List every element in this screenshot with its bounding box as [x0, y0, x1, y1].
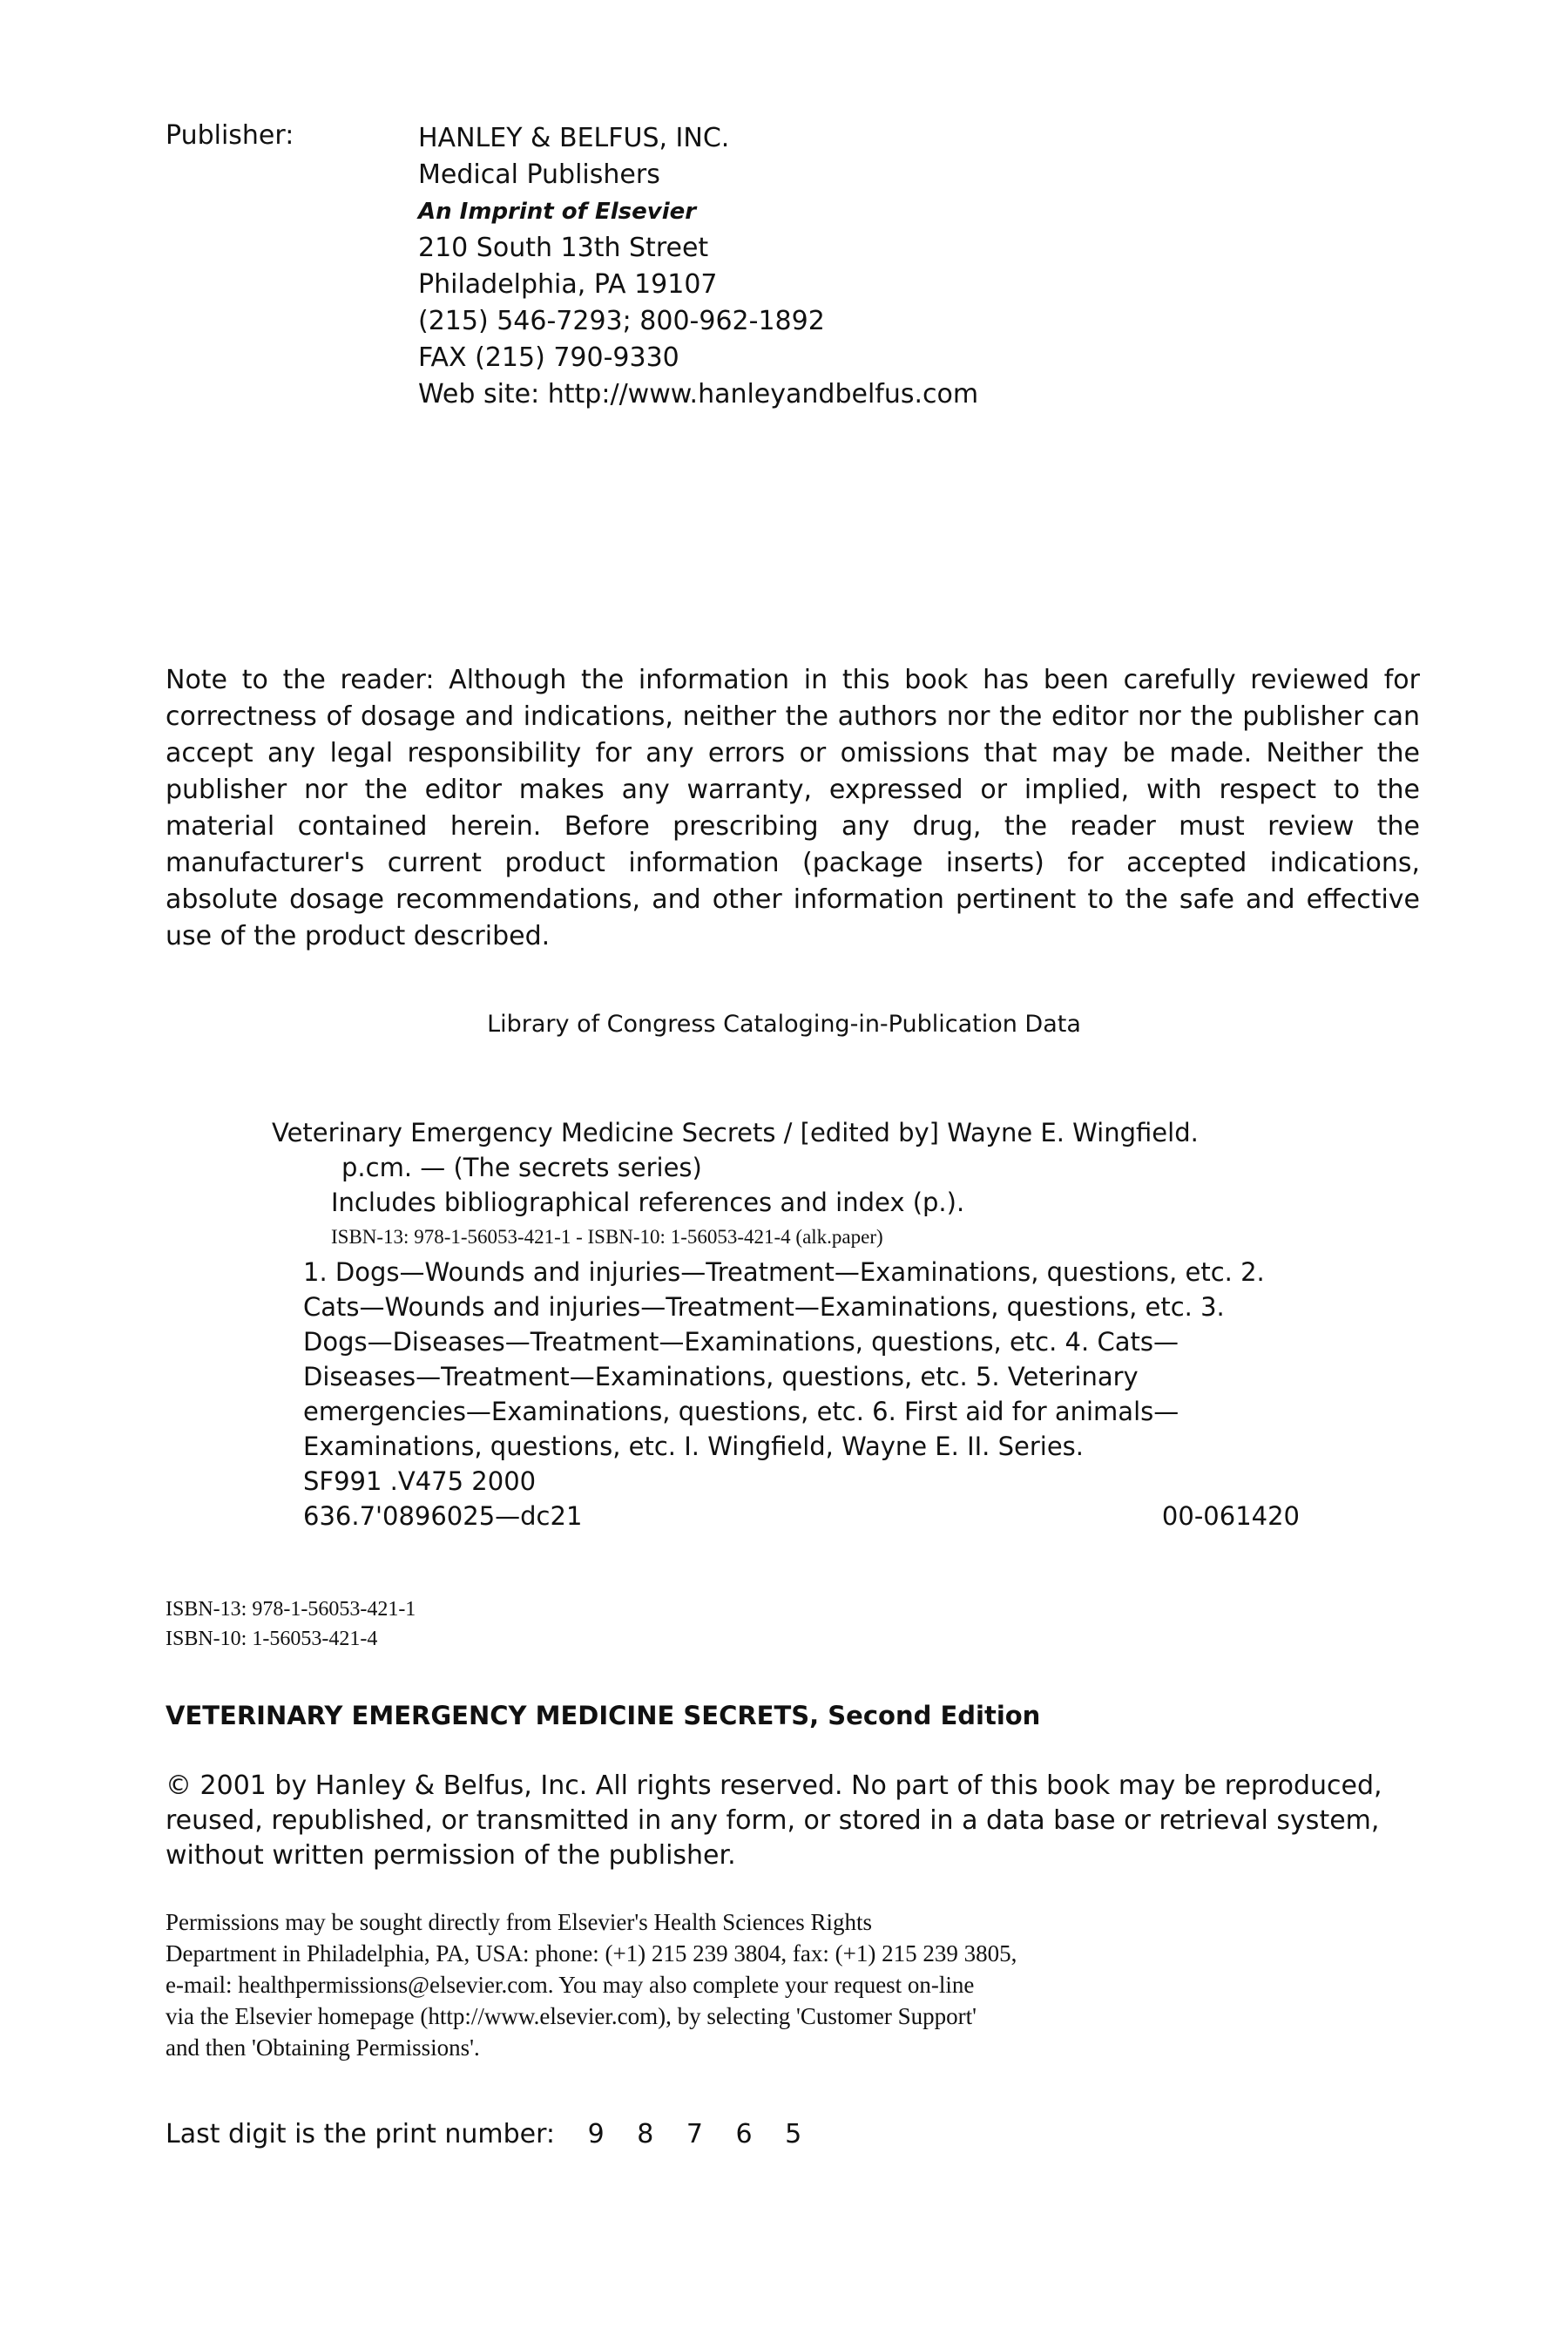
print-digit: 9 [587, 2119, 605, 2149]
permissions-line: e-mail: healthpermissions@elsevier.com. You may also complete your request on-line [166, 1972, 975, 1998]
publisher-label: Publisher: [166, 120, 294, 151]
print-digit: 5 [785, 2119, 802, 2149]
publisher-info [418, 120, 978, 413]
publisher-street: 210 South 13th Street [418, 233, 709, 263]
cip-dewey: 636.7'0896025—dc21 [303, 1501, 583, 1531]
book-title: VETERINARY EMERGENCY MEDICINE SECRETS, Second Edition [166, 1701, 1041, 1730]
cip-lccn: 00-061420 [1161, 1501, 1300, 1531]
print-number-digits [564, 2119, 802, 2149]
permissions-notice [166, 1906, 1420, 2063]
publisher-phone: (215) 546-7293; 800-962-1892 [418, 306, 825, 336]
print-number-label: Last digit is the print number: [166, 2119, 556, 2149]
permissions-line: and then 'Obtaining Permissions'. [166, 2034, 480, 2061]
cip-classification-row [272, 1499, 1300, 1533]
permissions-line: via the Elsevier homepage (http://www.elsevier.com), by selecting 'Customer Support' [166, 2003, 977, 2029]
cip-includes-line: Includes bibliographical references and index (p.). [331, 1188, 965, 1217]
permissions-line: Permissions may be sought directly from Elsevier's Health Sciences Rights [166, 1909, 872, 1935]
publisher-city: Philadelphia, PA 19107 [418, 269, 718, 300]
print-digit: 7 [686, 2119, 703, 2149]
publisher-website: Web site: http://www.hanleyandbelfus.com [418, 379, 979, 410]
publisher-name: HANLEY & BELFUS, INC. [418, 123, 730, 153]
print-number-line [166, 2119, 801, 2149]
cip-subjects: 1. Dogs—Wounds and injuries—Treatment—Examinations, questions, etc. 2. Cats—Wounds and injuries—Treatment—Examinations, questions, etc. 3. Dogs—Diseases—Treatment—Examinations, questions, etc. 4. Cats—Diseases—Treatment—Examinations, questions, etc. 5. Veterinary emergencies—Examinations, questions, etc. 6. First aid for animals—Examinations, questions, etc. I. Wingfield, Wayne E. II. Series. [303, 1257, 1265, 1461]
publisher-subtitle: Medical Publishers [418, 159, 660, 190]
publisher-fax: FAX (215) 790-9330 [418, 342, 679, 373]
copyright-notice: © 2001 by Hanley & Belfus, Inc. All rights reserved. No part of this book may be reproduced, reused, republished, or transmitted in any form, or stored in a data base or retrieval system, without written permission of the publisher. [166, 1770, 1382, 1871]
cip-pcm-line: p.cm. — (The secrets series) [341, 1153, 702, 1182]
isbn-10: ISBN-10: 1-56053-421-4 [166, 1628, 378, 1650]
publisher-imprint: An Imprint of Elsevier [418, 199, 697, 225]
isbn-block [166, 1594, 416, 1654]
cip-heading: Library of Congress Cataloging-in-Publication Data [487, 1011, 1081, 1038]
note-to-reader: Note to the reader: Although the information in this book has been carefully reviewed for correctness of dosage and indications, neither the authors nor the editor nor the publisher can accept any legal responsibility for any errors or omissions that may be made. Neither the publisher nor the editor makes any warranty, expressed or implied, with respect to the material contained herein. Before prescribing any drug, the reader must review the manufacturer's current product information (package inserts) for accepted indications, absolute dosage recommendations, and other information pertinent to the safe and effective use of the product described. [166, 665, 1420, 951]
isbn-13: ISBN-13: 978-1-56053-421-1 [166, 1598, 416, 1621]
cip-title-line: Veterinary Emergency Medicine Secrets / [edited by] Wayne E. Wingfield. [272, 1118, 1199, 1147]
cip-call-number: SF991 .V475 2000 [303, 1466, 537, 1496]
permissions-line: Department in Philadelphia, PA, USA: phone: (+1) 215 239 3804, fax: (+1) 215 239 3805, [166, 1940, 1017, 1967]
print-digit: 8 [637, 2119, 654, 2149]
cip-isbn-line: ISBN-13: 978-1-56053-421-1 - ISBN-10: 1-56053-421-4 (alk.paper) [331, 1226, 883, 1248]
cip-record [272, 1115, 1300, 1533]
print-digit: 6 [735, 2119, 753, 2149]
